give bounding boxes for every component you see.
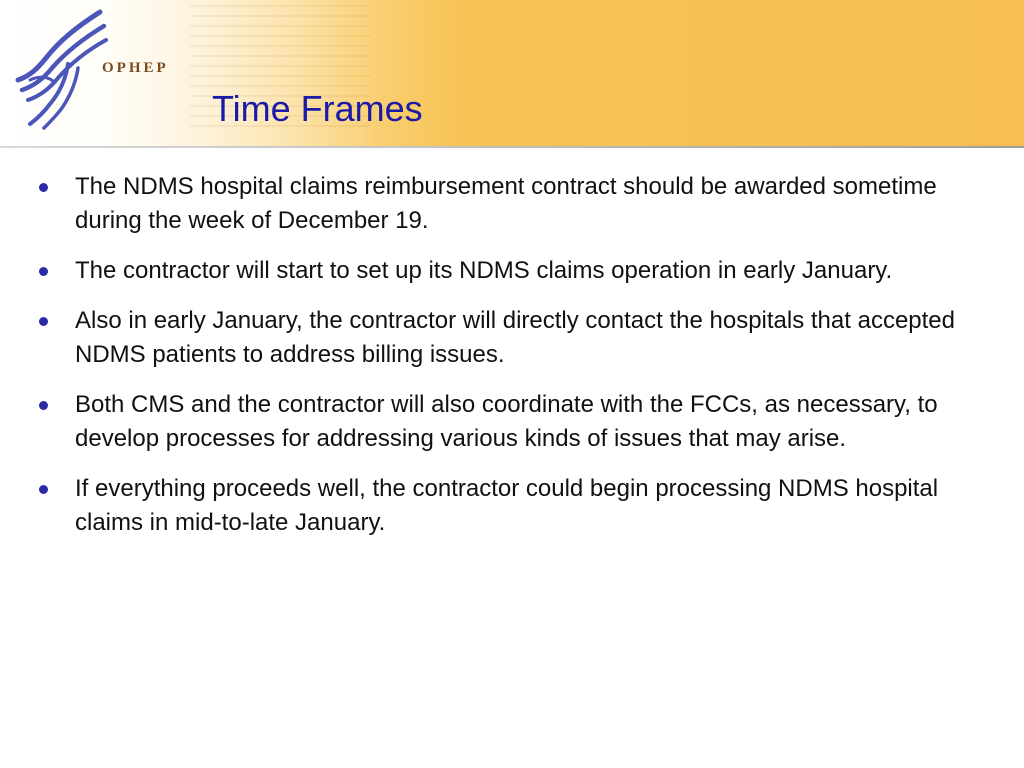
logo-wordmark: OPHEP [102,60,169,76]
bullet-text: The contractor will start to set up its NDMS claims operation in early January. [75,257,893,284]
bullet-dot-icon [39,485,48,494]
bullet-item [36,254,986,288]
bullet-text: If everything proceeds well, the contractor could begin processing NDMS hospital claims in mid-to-late January. [75,475,939,536]
bullet-item [36,472,986,540]
bullet-dot-icon [39,183,48,192]
bullet-dot-icon [39,317,48,326]
bullet-item [36,304,986,372]
bullet-dot-icon [39,267,48,276]
slide-title: Time Frames [212,88,423,129]
bullet-dot-icon [39,401,48,410]
header-divider [0,146,1024,148]
bullet-item [36,388,986,456]
bullet-list [36,170,986,556]
bullet-text: Both CMS and the contractor will also coordinate with the FCCs, as necessary, to develop processes for addressing various kinds of issues that may arise. [75,391,938,452]
bullet-text: Also in early January, the contractor will directly contact the hospitals that accepted NDMS patients to address billing issues. [75,307,955,368]
bullet-item [36,170,986,238]
bullet-text: The NDMS hospital claims reimbursement contract should be awarded sometime during the week of December 19. [75,173,937,234]
